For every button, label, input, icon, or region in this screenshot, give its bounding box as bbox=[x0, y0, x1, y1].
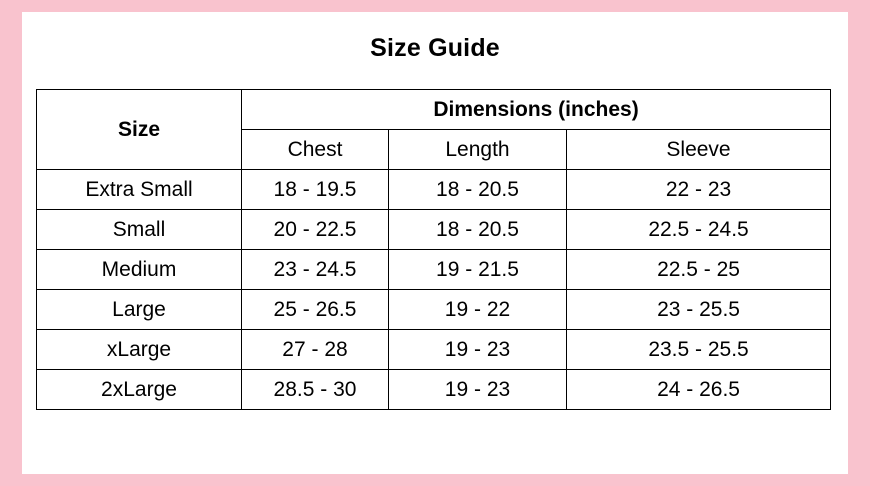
table-row bbox=[37, 250, 831, 290]
table-header-row-primary bbox=[37, 90, 831, 130]
cell-chest: 28.5 - 30 bbox=[242, 370, 389, 410]
cell-sleeve: 22.5 - 25 bbox=[567, 250, 831, 290]
cell-chest: 27 - 28 bbox=[242, 330, 389, 370]
cell-chest: 20 - 22.5 bbox=[242, 210, 389, 250]
cell-chest: 25 - 26.5 bbox=[242, 290, 389, 330]
table-row bbox=[37, 290, 831, 330]
cell-sleeve: 22.5 - 24.5 bbox=[567, 210, 831, 250]
cell-size: Medium bbox=[37, 250, 242, 290]
table-row bbox=[37, 170, 831, 210]
column-header-sleeve: Sleeve bbox=[567, 130, 831, 170]
cell-size: Small bbox=[37, 210, 242, 250]
cell-sleeve: 23 - 25.5 bbox=[567, 290, 831, 330]
cell-chest: 18 - 19.5 bbox=[242, 170, 389, 210]
cell-sleeve: 24 - 26.5 bbox=[567, 370, 831, 410]
cell-sleeve: 22 - 23 bbox=[567, 170, 831, 210]
cell-size: Extra Small bbox=[37, 170, 242, 210]
column-header-dimensions: Dimensions (inches) bbox=[242, 90, 831, 130]
page-title: Size Guide bbox=[370, 34, 500, 62]
size-guide-table bbox=[36, 89, 831, 410]
cell-length: 19 - 22 bbox=[389, 290, 567, 330]
table-row bbox=[37, 370, 831, 410]
cell-length: 18 - 20.5 bbox=[389, 210, 567, 250]
cell-chest: 23 - 24.5 bbox=[242, 250, 389, 290]
cell-length: 19 - 23 bbox=[389, 330, 567, 370]
column-header-length: Length bbox=[389, 130, 567, 170]
cell-sleeve: 23.5 - 25.5 bbox=[567, 330, 831, 370]
table-header bbox=[37, 90, 831, 170]
table-row bbox=[37, 330, 831, 370]
document-page bbox=[22, 12, 848, 474]
cell-size: 2xLarge bbox=[37, 370, 242, 410]
column-header-chest: Chest bbox=[242, 130, 389, 170]
size-guide-table-container bbox=[36, 89, 834, 410]
cell-length: 19 - 23 bbox=[389, 370, 567, 410]
table-body bbox=[37, 170, 831, 410]
cell-length: 18 - 20.5 bbox=[389, 170, 567, 210]
table-row bbox=[37, 210, 831, 250]
cell-size: xLarge bbox=[37, 330, 242, 370]
column-header-size: Size bbox=[37, 90, 242, 170]
cell-size: Large bbox=[37, 290, 242, 330]
cell-length: 19 - 21.5 bbox=[389, 250, 567, 290]
